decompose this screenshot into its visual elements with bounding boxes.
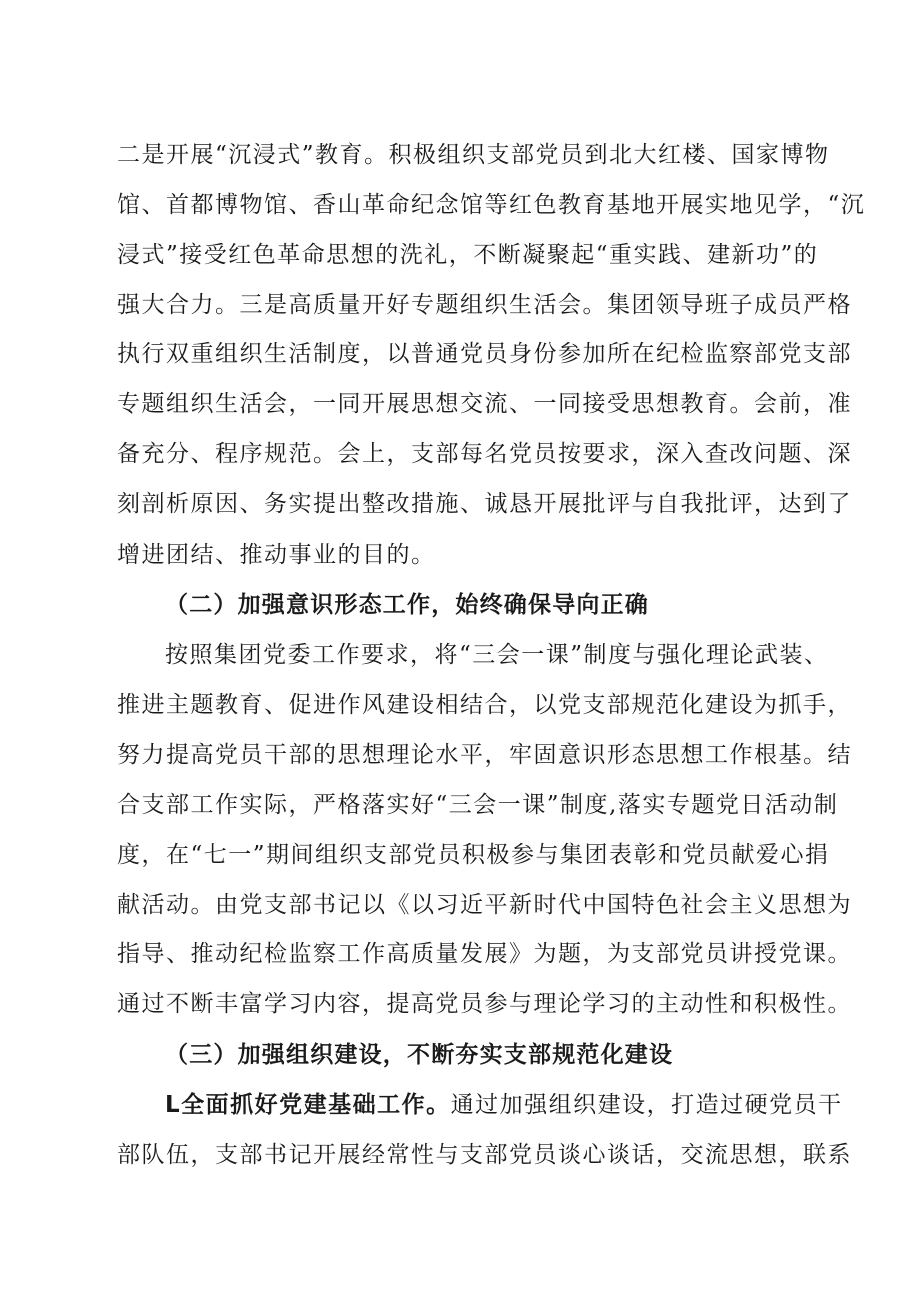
- lead-rest-text: 通过加强组织建设，打造过硬党员干: [450, 1092, 843, 1118]
- body-text-line: 浸式”接受红色革命思想的洗礼，不断凝聚起“重实践、建新功”的: [117, 242, 819, 268]
- body-text-line: 执行双重组织生活制度，以普通党员身份参加所在纪检监察部党支部: [117, 341, 852, 367]
- body-text-line: 努力提高党员干部的思想理论水平，牢固意识形态思想工作根基。结: [117, 742, 852, 768]
- body-text-line: 部队伍，支部书记开展经常性与支部党员谈心谈话，交流思想，联系: [117, 1142, 852, 1168]
- body-text-line: [165, 1090, 875, 1120]
- body-text-line: 二是开展“沉浸式”教育。积极组织支部党员到北大红楼、国家博物: [117, 142, 830, 168]
- body-text-line: 增进团结、推动事业的目的。: [117, 542, 436, 568]
- body-text-line: 强大合力。三是高质量开好专题组织生活会。集团领导班子成员严格: [117, 292, 852, 318]
- body-text-line: 指导、推动纪检监察工作高质量发展》为题，为支部党员讲授党课。: [117, 941, 852, 967]
- body-text-line: 刻剖析原因、务实提出整改措施、诚恳开展批评与自我批评，达到了: [117, 491, 852, 517]
- body-text-line: 备充分、程序规范。会上，支部每名党员按要求，深入查改问题、深: [117, 441, 852, 467]
- body-text-line: 专题组织生活会，一同开展思想交流、一同接受思想教育。会前，准: [117, 391, 852, 417]
- body-text-line: 推进主题教育、促进作风建设相结合，以党支部规范化建设为抓手，: [117, 692, 852, 718]
- body-text-line: 献活动。由党支部书记以《以习近平新时代中国特色社会主义思想为: [117, 892, 852, 918]
- section-heading: （二）加强意识形态工作，始终确保导向正确: [165, 592, 649, 618]
- lead-phrase: L全面抓好党建基础工作。: [165, 1092, 451, 1118]
- body-text-line: 馆、首都博物馆、香山革命纪念馆等红色教育基地开展实地见学，“沉: [117, 192, 866, 218]
- body-text-line: 度，在“七一”期间组织支部党员积极参与集团表彰和党员献爱心捐: [117, 842, 830, 868]
- section-heading: （三）加强组织建设，不断夯实支部规范化建设: [165, 1042, 674, 1068]
- body-text-line: 通过不断丰富学习内容，提高党员参与理论学习的主动性和积极性。: [117, 991, 852, 1017]
- body-text-line: 按照集团党委工作要求，将“三会一课”制度与强化理论武装、: [165, 642, 829, 668]
- body-text-line: 合支部工作实际，严格落实好“三会一课”制度,落实专题党日活动制: [117, 792, 839, 818]
